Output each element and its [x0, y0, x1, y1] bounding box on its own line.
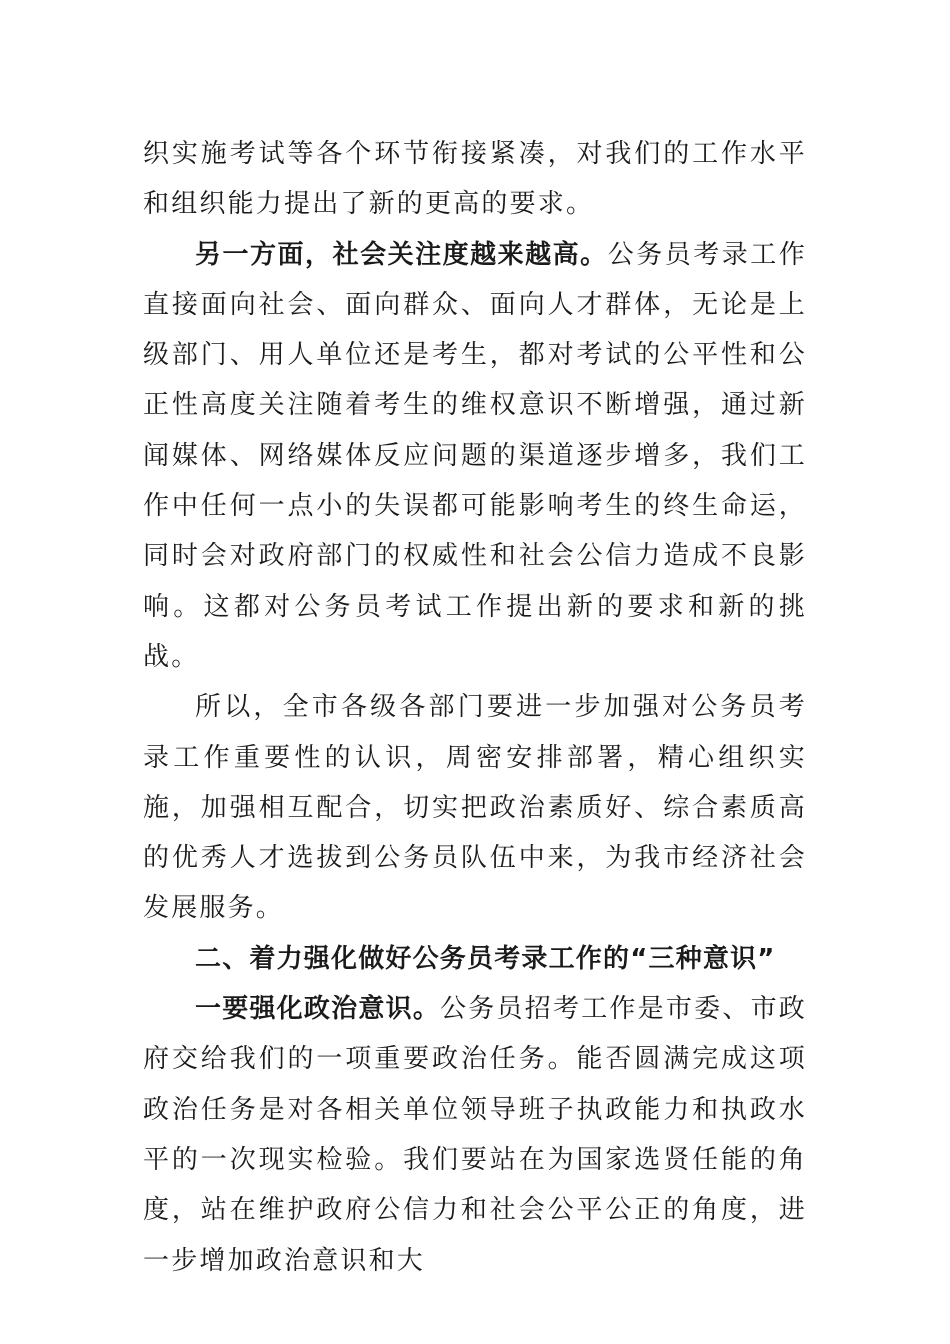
- paragraph-political-awareness: [143, 984, 807, 1286]
- paragraph-text: 公务员考录工作直接面向社会、面向群众、面向人才群体，无论是上级部门、用人单位还是考生，都对考试的公平性和公正性高度关注随着考生的维权意识不断增强，通过新闻媒体、网络媒体反应问题的渠道逐步增多，我们工作中任何一点小的失误都可能影响考生的终生命运，同时会对政府部门的权威性和社会公信力造成不良影响。这都对公务员考试工作提出新的要求和新的挑战。: [143, 239, 807, 672]
- paragraph-lead: 另一方面，社会关注度越来越高。: [195, 239, 608, 270]
- paragraph-lead: 一要强化政治意识。: [195, 994, 441, 1025]
- paragraph-conclusion: [143, 682, 807, 933]
- paragraph-text: 公务员招考工作是市委、市政府交给我们的一项重要政治任务。能否圆满完成这项政治任务是对各相关单位领导班子执政能力和执政水平的一次现实检验。我们要站在为国家选贤任能的角度，站在维护政府公信力和社会公平公正的角度，进一步增加政治意识和大: [143, 994, 807, 1276]
- paragraph-social-attention: [143, 230, 807, 683]
- section-heading: 二、着力强化做好公务员考录工作的“三种意识”: [195, 943, 776, 974]
- paragraph-text: 织实施考试等各个环节衔接紧凑，对我们的工作水平和组织能力提出了新的更高的要求。: [143, 139, 807, 220]
- document-body: [143, 129, 807, 1286]
- paragraph-continuation: [143, 129, 807, 230]
- paragraph-text: 所以，全市各级各部门要进一步加强对公务员考录工作重要性的认识，周密安排部署，精心组织实施，加强相互配合，切实把政治素质好、综合素质高的优秀人才选拔到公务员队伍中来，为我市经济社会发展服务。: [143, 692, 807, 924]
